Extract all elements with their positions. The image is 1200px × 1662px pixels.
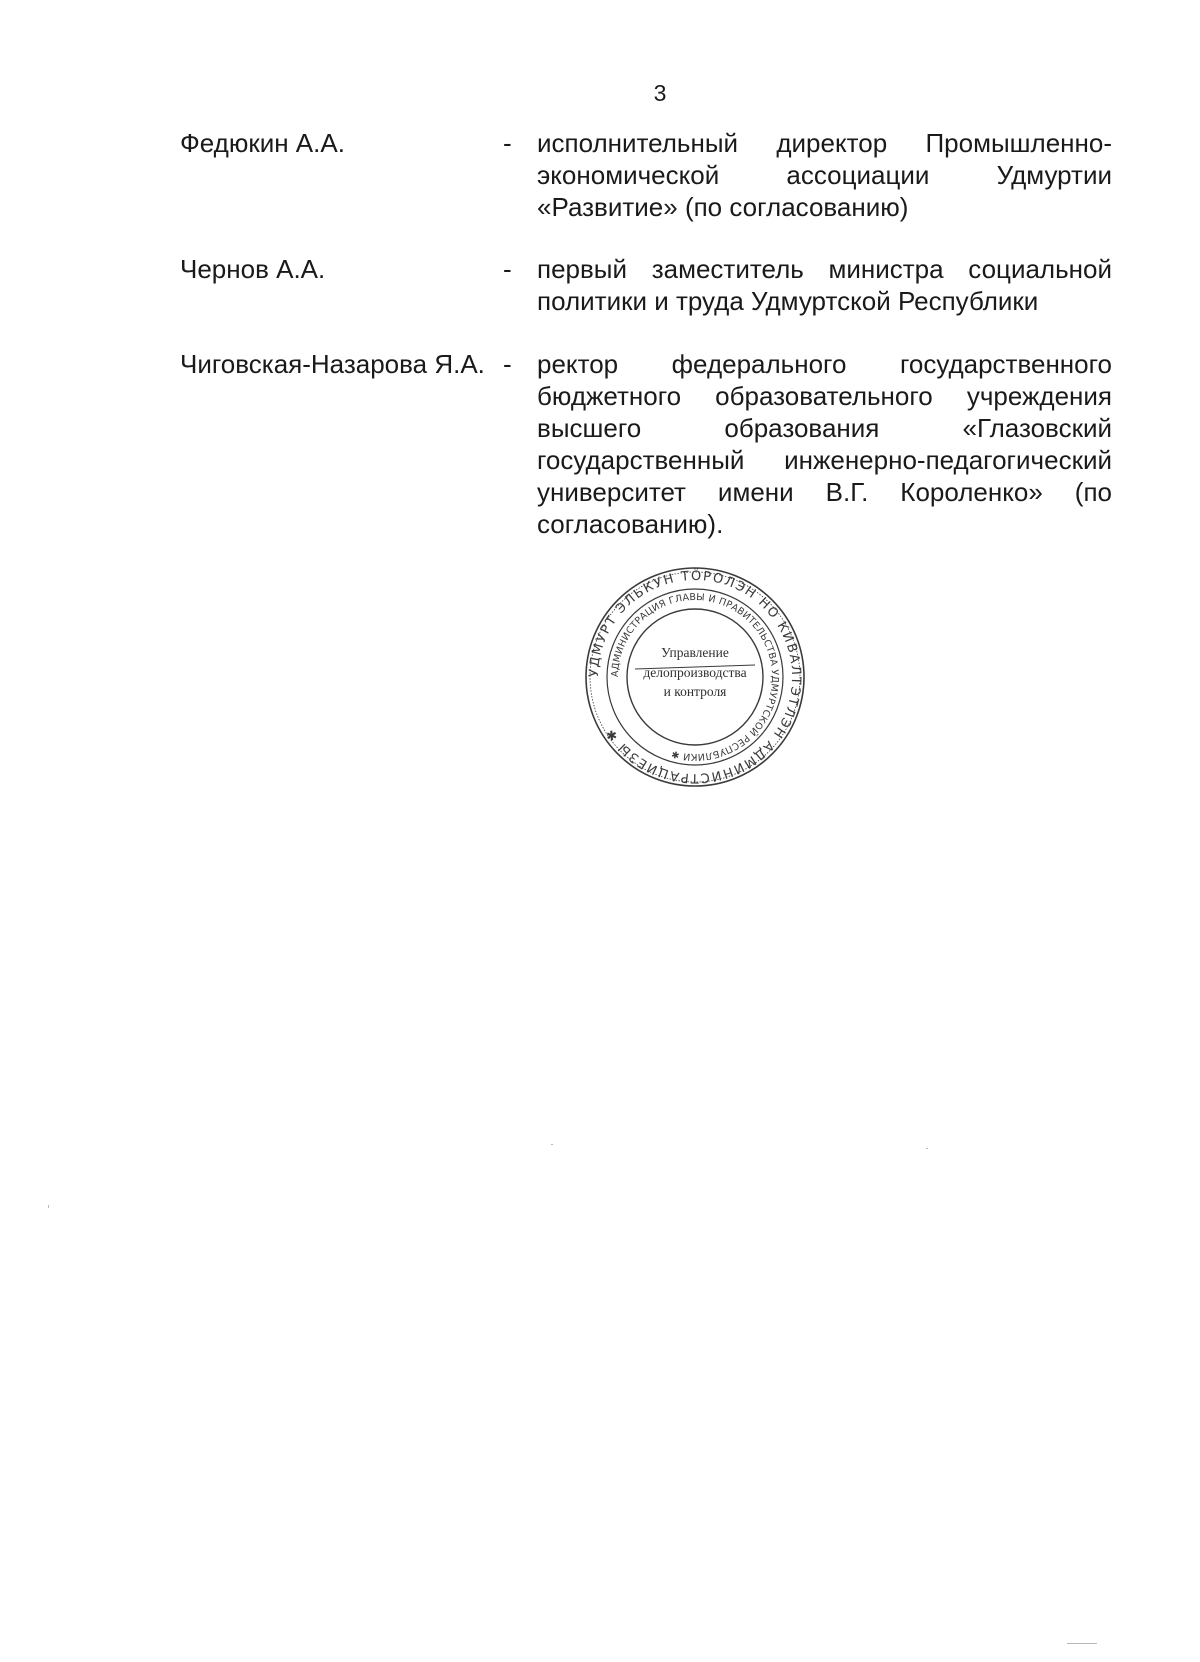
person-name: Федюкин А.А. — [180, 128, 345, 158]
scan-speck — [551, 1144, 553, 1145]
person-name: Чернов А.А. — [180, 254, 326, 284]
seal-center-line-2: делопроизводства — [643, 665, 747, 680]
seal-center-line-1: Управление — [661, 645, 729, 660]
person-name: Чиговская-Назарова Я.А. — [180, 349, 485, 379]
separator-dash: - — [503, 349, 512, 379]
seal-stamp-icon — [583, 565, 807, 789]
scan-speck — [1067, 1643, 1097, 1644]
seal-outer-text: УДМУРТ ЭЛЬКУН ТÖРОЛЭН НО КИВАЛТЭТЛЭН АДМИНИСТРАЦИЕЗЫ ✱ — [586, 568, 804, 786]
scan-speck — [926, 1148, 928, 1149]
separator-dash: - — [503, 128, 512, 158]
person-position: ректор федерального государственного бюджетного образовательного учреждения высшего образования «Глазовский государственный инженерно-педагогический университет имени В.Г. Короленко» (по согласованию). — [537, 349, 1112, 539]
official-seal — [583, 565, 807, 789]
seal-inner-text: АДМИНИСТРАЦИЯ ГЛАВЫ И ПРАВИТЕЛЬСТВА УДМУРТСКОЙ РЕСПУБЛИКИ ✱ — [609, 591, 781, 763]
seal-center-line-3: и контроля — [663, 684, 727, 699]
page-number: 3 — [653, 80, 667, 106]
person-position: исполнительный директор Промышленно-экономической ассоциации Удмуртии «Развитие» (по согласованию) — [537, 128, 1112, 222]
person-position: первый заместитель министра социальной политики и труда Удмуртской Республики — [537, 254, 1112, 316]
scan-speck — [48, 1205, 49, 1208]
separator-dash: - — [503, 254, 512, 284]
